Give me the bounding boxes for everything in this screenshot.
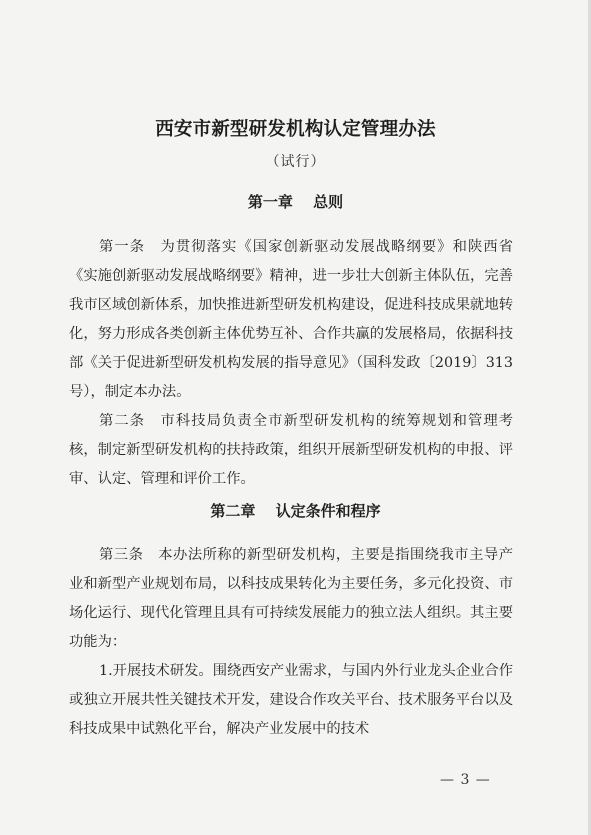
chapter-heading-1: 第一章 总则 (247, 193, 344, 211)
article-2-paragraph: 第二条 市科技局负责全市新型研发机构的统筹规划和管理考核，制定新型研发机构的扶持政策，组织开展新型研发机构的申报、评审、认定、管理和评价工作。 (69, 413, 513, 487)
article-1-paragraph: 第一条 为贯彻落实《国家创新驱动发展战略纲要》和陕西省《实施创新驱动发展战略纲要》精神，进一步壮大创新主体队伍，完善我市区域创新体系，加快推进新型研发机构建设，促进科技成果就地转化，努力形成各类创新主体优势互补、合作共赢的发展格局，依据科技部《关于促进新型研发机构发展的指导意见》（国科发政〔2019〕313号），制定本办法。 (69, 239, 513, 400)
document-title: 西安市新型研发机构认定管理办法 (155, 119, 436, 140)
page-number: — 3 — (440, 772, 491, 788)
function-item-1-paragraph: 1.开展技术研发。围绕西安产业需求，与国内外行业龙头企业合作或独立开展共性关键技术开发，建设合作攻关平台、技术服务平台以及科技成果中试熟化平台，解决产业发展中的技术 (69, 663, 513, 737)
document-subtitle: （试行） (265, 154, 326, 170)
chapter-heading-2: 第二章 认定条件和程序 (210, 502, 381, 520)
article-3-paragraph: 第三条 本办法所称的新型研发机构，主要是指围绕我市主导产业和新型产业规划布局，以科技成果转化为主要任务，多元化投资、市场化运行、现代化管理且具有可持续发展能力的独立法人组织。其主要功能为： (69, 547, 513, 650)
